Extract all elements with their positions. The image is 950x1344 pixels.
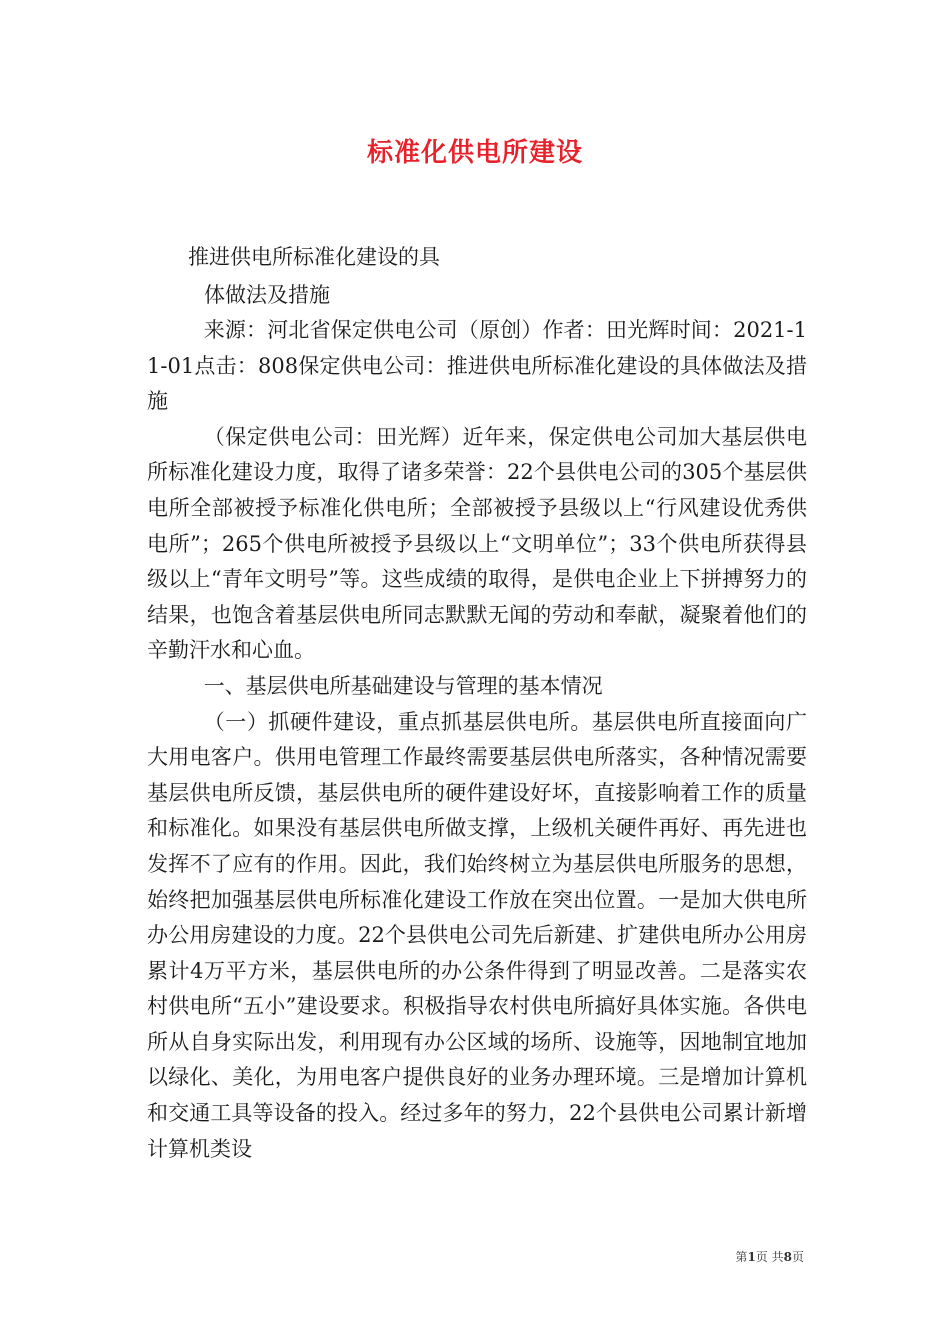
footer-total-pages: 8 [783, 1250, 792, 1264]
footer-suffix: 页 [791, 1250, 804, 1264]
section-heading: 一、基层供电所基础建设与管理的基本情况 [203, 673, 603, 698]
page-footer [735, 1248, 804, 1265]
hardware-paragraph: （一）抓硬件建设，重点抓基层供电所。基层供电所直接面向广大用电客户。供用电管理工作最终需要基层供电所落实，各种情况需要基层供电所反馈，基层供电所的硬件建设好坏，直接影响着工作的质量和标准化。如果没有基层供电所做支撑，上级机关硬件再好、再先进也发挥不了应有的作用。因此，我们始终树立为基层供电所服务的思想，始终把加强基层供电所标准化建设工作放在突出位置。一是加大供电所办公用房建设的力度。22个县供电公司先后新建、扩建供电所办公用房累计4万平方米，基层供电所的办公条件得到了明显改善。二是落实农村供电所“五小”建设要求。积极指导农村供电所搞好具体实施。各供电所从自身实际出发，利用现有办公区域的场所、设施等，因地制宜地加以绿化、美化，为用电客户提供良好的业务办理环境。三是增加计算机和交通工具等设备的投入。经过多年的努力，22个县供电公司累计新增计算机类设 [147, 709, 807, 1161]
intro-paragraph: （保定供电公司：田光辉）近年来，保定供电公司加大基层供电所标准化建设力度，取得了诸多荣誉：22个县供电公司的305个基层供电所全部被授予标准化供电所；全部被授予县级以上“行风建设优秀供电所”；265个供电所被授予县级以上“文明单位”；33个供电所获得县级以上“青年文明号”等。这些成绩的取得，是供电企业上下拼搏努力的结果，也饱含着基层供电所同志默默无闻的劳动和奉献，凝聚着他们的辛勤汗水和心血。 [147, 424, 807, 663]
document-body [147, 313, 807, 1167]
subtitle-line-2: 体做法及措施 [204, 283, 330, 307]
page-title: 标准化供电所建设 [366, 138, 583, 168]
subtitle-line-1: 推进供电所标准化建设的具 [188, 245, 440, 269]
footer-middle: 页 共 [755, 1250, 784, 1264]
source-info-paragraph: 来源：河北省保定供电公司（原创）作者：田光辉时间：2021-11-01点击：808保定供电公司：推进供电所标准化建设的具体做法及措施 [147, 318, 807, 414]
footer-current-page: 1 [747, 1250, 756, 1264]
footer-prefix: 第 [735, 1250, 748, 1264]
